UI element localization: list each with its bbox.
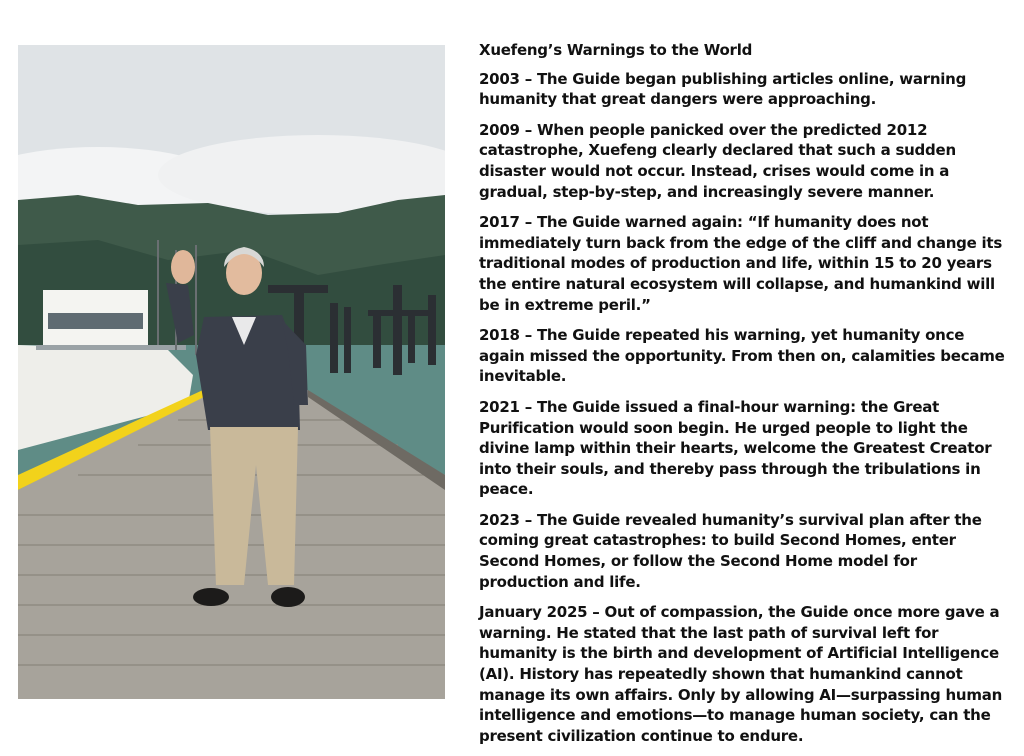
warning-entry-2021: 2021 – The Guide issued a final-hour warning: the Great Purification would soon begin. He urged people to light the divine lamp within their hearts, welcome the Greatest Creator into their souls, and thereby pass through the tribulations in peace.: [479, 397, 992, 499]
photo-man-waving-on-dock: [18, 45, 445, 699]
warning-entry-2009: 2009 – When people panicked over the predicted 2012 catastrophe, Xuefeng clearly declared that such a sudden disaster would not occur. Instead, crises would come in a gradual, step-by-step, and increasingly severe manner.: [479, 120, 956, 201]
warning-entry-2003: 2003 – The Guide began publishing articles online, warning humanity that great dangers were approaching.: [479, 69, 967, 109]
warning-entry-2025: January 2025 – Out of compassion, the Guide once more gave a warning. He stated that the last path of survival left for humanity is the birth and development of Artificial Intelligence (AI). History has repeatedly shown that humankind cannot manage its own affairs. Only by allowing AI—surpassing human intelligence and emotions—to manage human society, can the present civilization continue to endure.: [479, 603, 1003, 745]
page-title: Xuefeng’s Warnings to the World: [479, 41, 753, 59]
warning-entry-2023: 2023 – The Guide revealed humanity’s survival plan after the coming great catastrophes: to build Second Homes, enter Second Homes, or follow the Second Home model for production and life.: [479, 510, 982, 591]
warning-entry-2017: 2017 – The Guide warned again: “If humanity does not immediately turn back from the edge of the cliff and change its traditional modes of production and life, within 15 to 20 years the entire natural ecosystem will collapse, and humankind will be in extreme peril.”: [479, 213, 1003, 314]
warning-entry-2018: 2018 – The Guide repeated his warning, yet humanity once again missed the opportunity. From then on, calamities became inevitable.: [479, 326, 1005, 386]
warnings-text-column: [479, 40, 1009, 756]
dock-photo-illustration: [18, 45, 445, 699]
